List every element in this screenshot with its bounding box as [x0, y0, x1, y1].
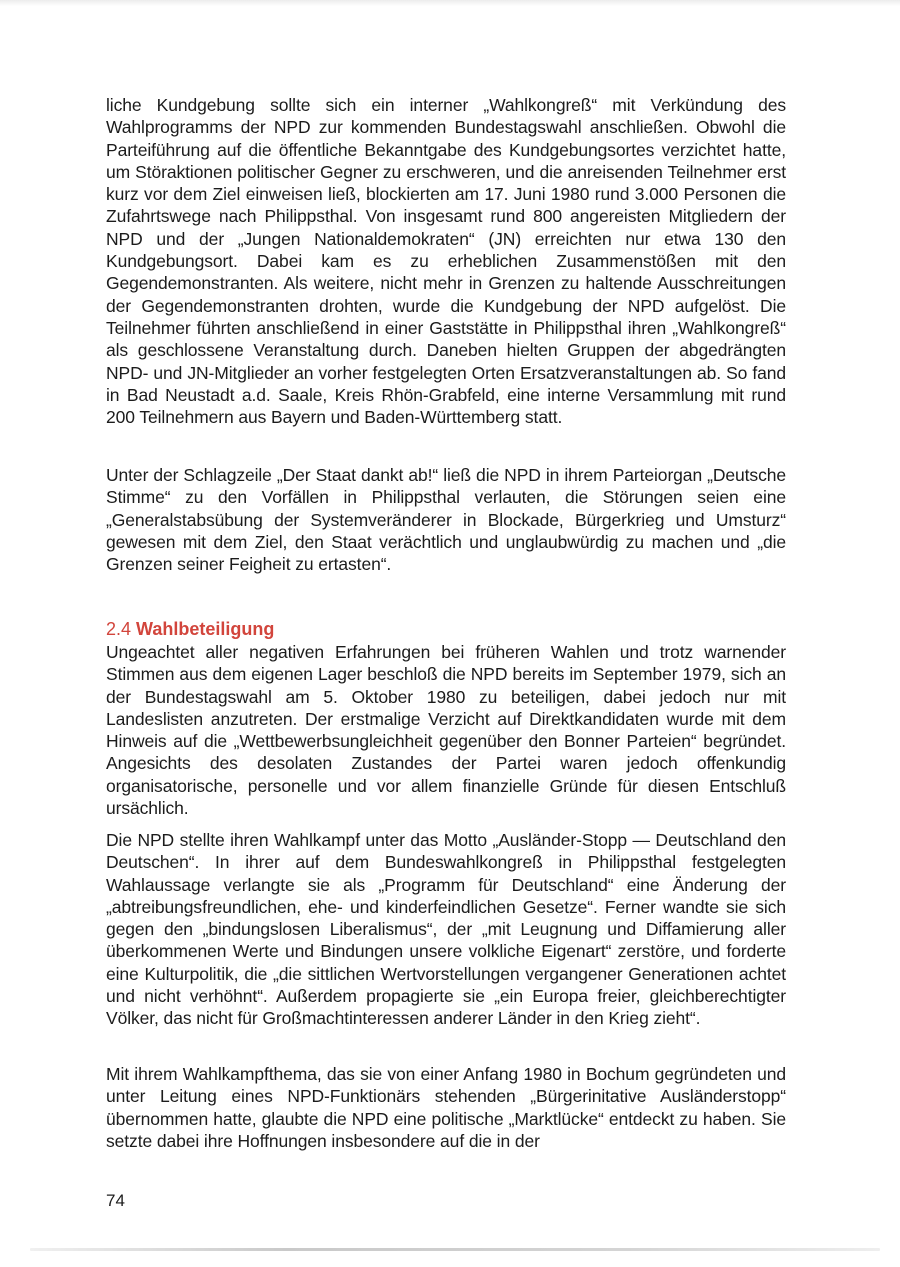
- paragraph-wahlbeteiligung: Ungeachtet aller negativen Erfahrungen bei früheren Wahlen und trotz warnender Stimmen aus dem eigenen Lager beschloß die NPD bereits im September 1979, sich an der Bundestagswahl am 5. Oktober 1980 zu beteiligen, dabei jedoch nur mit Landeslisten anzutreten. Der erstmalige Verzicht auf Direktkandidaten wurde mit dem Hinweis auf die „Wettbewerbsungleichheit gegenüber den Bonner Parteien“ begründet. Angesichts des desolaten Zustandes der Partei waren jedoch offenkundig organisatorische, personelle und vor allem finanzielle Gründe für diesen Entschluß ursächlich.: [106, 642, 786, 819]
- paragraph-deutsche-stimme: Unter der Schlagzeile „Der Staat dankt ab!“ ließ die NPD in ihrem Parteiorgan „Deutsche Stimme“ zu den Vorfällen in Philippsthal verlauten, die Störungen seien eine „Generalstabsübung der Systemveränderer in Blockade, Bürgerkrieg und Umsturz“ gewesen mit dem Ziel, den Staat verächtlich und unglaubwürdig zu machen und „die Grenzen seiner Feigheit zu ertasten“.: [106, 465, 786, 575]
- paragraph-kundgebung-philippsthal: liche Kundgebung sollte sich ein interner „Wahlkongreß“ mit Verkündung des Wahlprogramms der NPD zur kommenden Bundestagswahl anschließen. Obwohl die Parteiführung auf die öffentliche Bekanntgabe des Kundgebungsortes verzichtet hatte, um Störaktionen politischer Gegner zu erschweren, und die anreisenden Teilnehmer erst kurz vor dem Ziel einweisen ließ, blockierten am 17. Juni 1980 rund 3.000 Personen die Zufahrtswege nach Philippsthal. Von insgesamt rund 800 angereisten Mitgliedern der NPD und der „Jungen Nationaldemokraten“ (JN) erreichten nur etwa 130 den Kundgebungsort. Dabei kam es zu erheblichen Zusammenstößen mit den Gegendemonstranten. Als weitere, nicht mehr in Grenzen zu haltende Ausschreitungen der Gegendemonstranten drohten, wurde die Kundgebung der NPD aufgelöst. Die Teilnehmer führten anschließend in einer Gaststätte in Philippsthal ihren „Wahlkongreß“ als geschlossene Veranstaltung durch. Daneben hielten Gruppen der abgedrängten NPD- und JN-Mitglieder an vorher festgelegten Orten Ersatzveranstaltungen ab. So fand in Bad Neustadt a.d. Saale, Kreis Rhön-Grabfeld, eine interne Versammlung mit rund 200 Teilnehmern aus Bayern und Baden-Württemberg statt.: [106, 95, 786, 428]
- section-heading: [106, 617, 786, 641]
- section-number: 2.4: [106, 619, 132, 639]
- paragraph-wahlkampf-motto: Die NPD stellte ihren Wahlkampf unter das Motto „Ausländer-Stopp — Deutschland den Deutschen“. In ihrer auf dem Bundeswahlkongreß in Philippsthal festgelegten Wahlaussage verlangte sie als „Programm für Deutschland“ eine Änderung der „abtreibungsfreundlichen, ehe- und kinderfeindlichen Gesetze“. Ferner wandte sie sich gegen den „bindungslosen Liberalismus“, der „mit Leugnung und Diffamierung aller überkommenen Werte und Bindungen unsere volkliche Eigenart“ zerstöre, und forderte eine Kulturpolitik, die „die sittlichen Wertvorstellungen vergangener Generationen achtet und nicht verhöhnt“. Außerdem propagierte sie „ein Europa freier, gleichberechtigter Völker, das nicht für Großmachtinteressen anderer Länder in den Krieg zieht“.: [106, 830, 786, 1029]
- scan-edge-top: [0, 0, 900, 6]
- section-title: Wahlbeteiligung: [136, 619, 275, 639]
- scan-edge-bottom: [30, 1248, 880, 1251]
- page-body: [106, 94, 786, 1153]
- page-number: 74: [106, 1191, 125, 1210]
- paragraph-wahlkampfthema: Mit ihrem Wahlkampfthema, das sie von einer Anfang 1980 in Bochum gegründeten und unter Leitung eines NPD-Funktionärs stehenden „Bürgerinitative Ausländerstopp“ übernommen hatte, glaubte die NPD eine politische „Marktlücke“ entdeckt zu haben. Sie setzte dabei ihre Hoffnungen insbesondere auf die in der: [106, 1064, 786, 1151]
